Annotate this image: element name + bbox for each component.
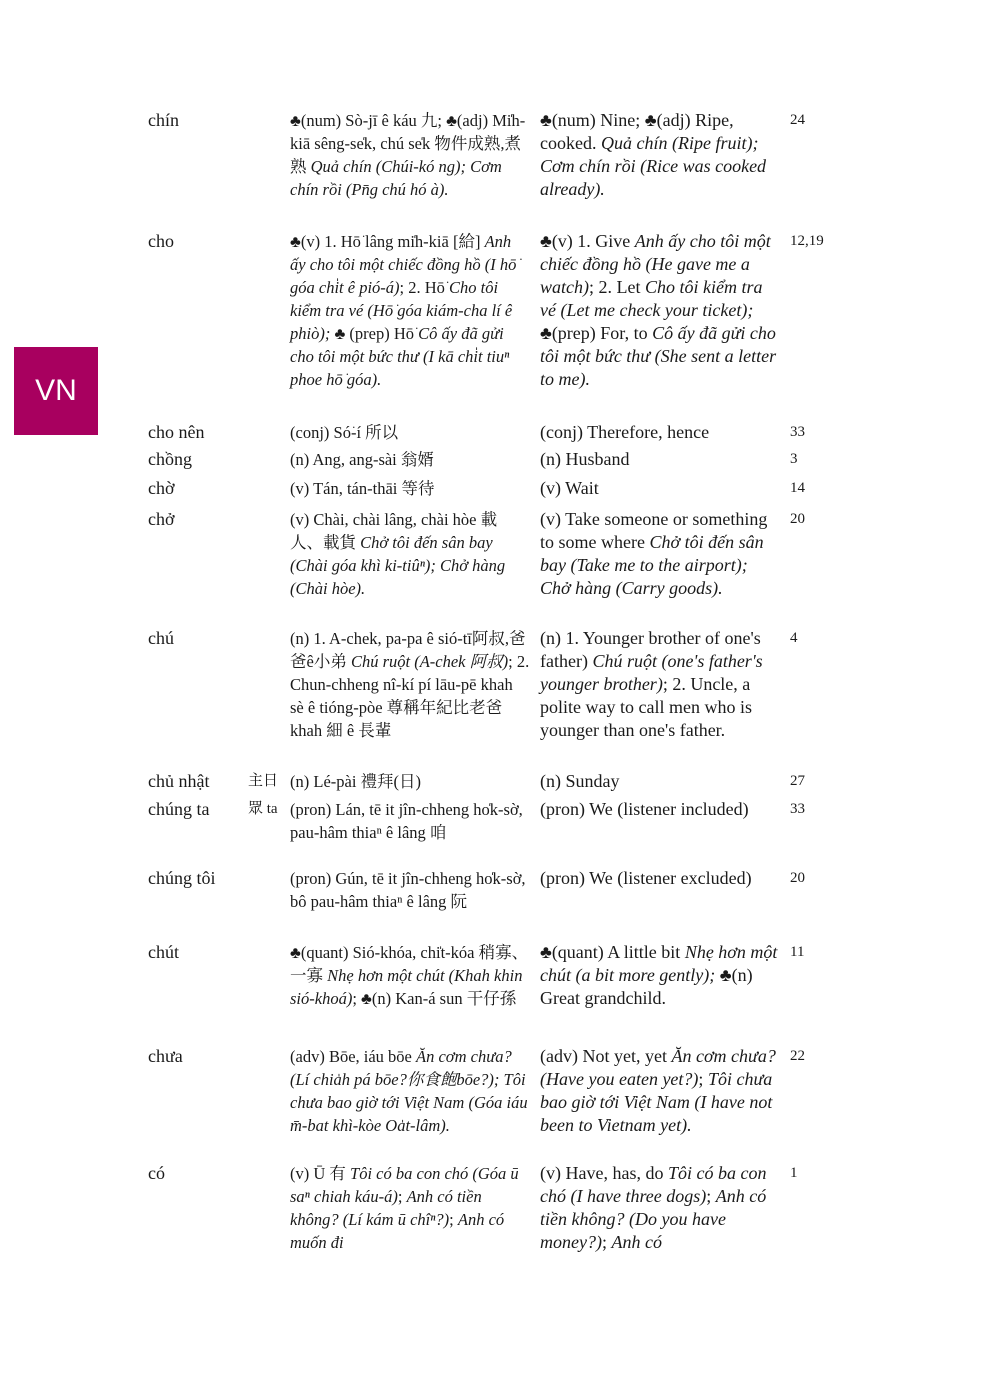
taiwanese-definition	[290, 1045, 530, 1137]
definition-text: (v) Wait	[540, 478, 599, 498]
definition-text: (n) Husband	[540, 449, 630, 469]
headword: chút	[148, 942, 179, 962]
example-text: Chở tôi đến sân bay (Take me to the airport); Chở hàng (Carry goods).	[540, 532, 764, 598]
definition-text: (pron) Lán, tē it jîn-chheng ho̍k-sờ, pau-hâm thiaⁿ ê lâng 咱	[290, 800, 523, 842]
chinese-form: 眾 ta	[248, 801, 278, 817]
headword: chín	[148, 110, 179, 130]
example-text: Quả chín (Ripe fruit); Cơm chín rồi (Rice was cooked already).	[540, 133, 767, 199]
example-text: Anh có tiền không? (Lí kám ū chîⁿ?)	[290, 1187, 482, 1229]
page-reference: 14	[790, 480, 805, 496]
english-definition	[540, 421, 780, 444]
page-reference: 11	[790, 944, 805, 960]
headword: chưa	[148, 1046, 183, 1066]
taiwanese-definition	[290, 109, 530, 201]
definition-text: ♣ (prep) Hō͘	[334, 324, 419, 343]
headword: có	[148, 1163, 165, 1183]
definition-text: (n) 1. A-chek, pa-pa ê sió-tī阿叔,爸爸ê小弟	[290, 629, 526, 671]
english-definition	[540, 627, 780, 742]
example-text: Ăn cơm chưa? (Have you eaten yet?)	[540, 1046, 776, 1089]
example-text: Cô ấy đã gửi cho tôi một bức thư (She sent a letter to me).	[540, 323, 777, 389]
page-reference: 12,19	[790, 233, 824, 249]
example-text: Cho tôi kiểm tra vé (Hō͘ góa kiám-cha lí ê phiò);	[290, 278, 513, 343]
page-reference: 1	[790, 1165, 798, 1181]
example-text: Anh có muốn đi	[290, 1210, 505, 1252]
definition-text: (n) Lé-pài 禮拜(日)	[290, 772, 422, 791]
page-reference: 3	[790, 451, 798, 467]
definition-text: (v) Tán, tán-thāi 等待	[290, 479, 435, 498]
headword: chở	[148, 509, 175, 529]
definition-text: ♣(quant) A little bit	[540, 942, 685, 962]
taiwanese-definition	[290, 941, 530, 1010]
headword: chúng tôi	[148, 868, 216, 888]
definition-text: (n) 1. Younger brother of one's father)	[540, 628, 761, 671]
english-definition	[540, 508, 780, 600]
taiwanese-definition	[290, 770, 530, 793]
definition-text: ; 2. Uncle, a polite way to call men who is younger than one's father.	[540, 674, 752, 740]
taiwanese-definition	[290, 230, 530, 391]
english-definition	[540, 798, 780, 821]
definition-text: (conj) Therefore, hence	[540, 422, 710, 442]
example-text: Anh ấy cho tôi một chiếc đồng hồ (He gave me a watch)	[540, 231, 771, 297]
headword: chú	[148, 628, 174, 648]
headword: chúng ta	[148, 799, 210, 819]
definition-text: ♣(n) Great grandchild.	[540, 965, 753, 1008]
page-reference: 20	[790, 511, 805, 527]
definition-text: ♣(v) 1. Give	[540, 231, 635, 251]
example-text: Tôi có ba con chó (I have three dogs)	[540, 1163, 767, 1206]
taiwanese-definition	[290, 1162, 530, 1254]
headword: chủ nhật	[148, 771, 210, 791]
english-definition	[540, 109, 780, 201]
headword: chồng	[148, 449, 192, 469]
definition-text: (adv) Not yet, yet	[540, 1046, 672, 1066]
english-definition	[540, 1162, 780, 1254]
chinese-form: 主日	[248, 773, 279, 789]
example-text: Tôi chưa bao giờ tới Việt Nam (I have not been to Vietnam yet).	[540, 1069, 773, 1135]
headword: chờ	[148, 478, 175, 498]
definition-text: ♣(num) Sò-jī ê káu 九; ♣(adj) Mi̍h-kiā sêng-se̍k, chú se̍k 物件成熟,煮熟	[290, 111, 526, 176]
taiwanese-definition	[290, 448, 530, 471]
taiwanese-definition	[290, 798, 530, 844]
definition-text: ♣(v) 1. Hō͘ lâng mi̍h-kiā [給]	[290, 232, 485, 251]
english-definition	[540, 941, 780, 1010]
example-text: Nhẹ hơn một chút (Khah khin sió-khoá)	[290, 966, 523, 1008]
section-tab-vn: VN	[14, 347, 98, 435]
definition-text: (n) Sunday	[540, 771, 620, 791]
definition-text: (pron) Gún, tē it jîn-chheng ho̍k-sờ, bô pau-hâm thiaⁿ ê lâng 阮	[290, 869, 526, 911]
example-text: Chú ruột (one's father's younger brother)	[540, 651, 763, 694]
definition-text: ♣(prep) For, to	[540, 323, 653, 343]
taiwanese-definition	[290, 867, 530, 913]
page-reference: 20	[790, 870, 805, 886]
page-reference: 4	[790, 630, 798, 646]
definition-text: (v) Have, has, do	[540, 1163, 668, 1183]
taiwanese-definition	[290, 627, 530, 742]
definition-text: ; 2. Hō͘	[399, 278, 450, 297]
example-text: Anh ấy cho tôi một chiếc đồng hồ (I hō͘ góa chi̍t ê pió-á)	[290, 232, 517, 297]
definition-text: (adv) Bōe, iáu bōe	[290, 1047, 416, 1066]
example-text: Ăn cơm chưa? (Lí chia̍h pá bōe?你食飽bōe?); Tôi chưa bao giờ tới Việt Nam (Góa iáu m̄-bat khì-kòe Oa̍t-lâm).	[290, 1047, 528, 1135]
page-reference: 22	[790, 1048, 805, 1064]
definition-text: ; 2. Let	[589, 277, 645, 297]
definition-text: ;	[601, 1232, 612, 1252]
taiwanese-definition	[290, 421, 530, 444]
example-text: Nhẹ hơn một chút (a bit more gently);	[540, 942, 778, 985]
english-definition	[540, 770, 780, 793]
english-definition	[540, 867, 780, 890]
example-text: Chú ruột (A-chek 阿叔)	[350, 652, 509, 671]
taiwanese-definition	[290, 508, 530, 600]
page-reference: 24	[790, 112, 805, 128]
page-reference: 33	[790, 424, 805, 440]
definition-text: ;	[397, 1187, 407, 1206]
definition-text: (pron) We (listener excluded)	[540, 868, 752, 888]
page-reference: 33	[790, 801, 805, 817]
example-text: Tôi có ba con chó (Góa ū saⁿ chiah káu-á)	[290, 1164, 519, 1206]
definition-text: (v) Chài, chài lâng, chài hòe 載人、載貨	[290, 510, 498, 552]
definition-text: (n) Ang, ang-sài 翁婿	[290, 450, 434, 469]
english-definition	[540, 448, 780, 471]
example-text: Cô ấy đã gửi cho tôi một bức thư (I kā chi̍t tiuⁿ phoe hō͘ góa).	[290, 324, 510, 389]
definition-text: (v) Take someone or something to some where	[540, 509, 768, 552]
example-text: Cho tôi kiểm tra vé (Let me check your ticket);	[540, 277, 763, 320]
definition-text: (v) Ū 有	[290, 1164, 351, 1183]
definition-text: (pron) We (listener included)	[540, 799, 749, 819]
definition-text: ;	[449, 1210, 458, 1229]
english-definition	[540, 1045, 780, 1137]
definition-text: ; ♣(n) Kan-á sun 干仔孫	[352, 989, 517, 1008]
definition-text: ; 2. Chun-chheng nî-kí pí lāu-pē khah sè ê tióng-pòe 尊稱年紀比老爸 khah 細 ê 長輩	[290, 652, 530, 740]
example-text: Anh có tiền không? (Do you have money?)	[540, 1186, 767, 1252]
definition-text: (conj) Só͘-í 所以	[290, 423, 399, 442]
headword: cho nên	[148, 422, 205, 442]
taiwanese-definition	[290, 477, 530, 500]
page-reference: 27	[790, 773, 805, 789]
definition-text: ;	[706, 1186, 716, 1206]
english-definition	[540, 230, 780, 391]
example-text: Anh có	[611, 1232, 662, 1252]
headword: cho	[148, 231, 174, 251]
example-text: Quả chín (Chúi-kó ng); Cơm chín rồi (Pn̄g chú hó à).	[290, 157, 502, 199]
definition-text: ♣(quant) Sió-khóa, chi̍t-kóa 稍寡、一寡	[290, 943, 529, 985]
example-text: Chở tôi đến sân bay (Chài góa khì ki-tiûⁿ); Chở hàng (Chài hòe).	[290, 533, 506, 598]
english-definition	[540, 477, 780, 500]
definition-text: ♣(num) Nine; ♣(adj) Ripe, cooked.	[540, 110, 734, 153]
definition-text: ;	[698, 1069, 708, 1089]
